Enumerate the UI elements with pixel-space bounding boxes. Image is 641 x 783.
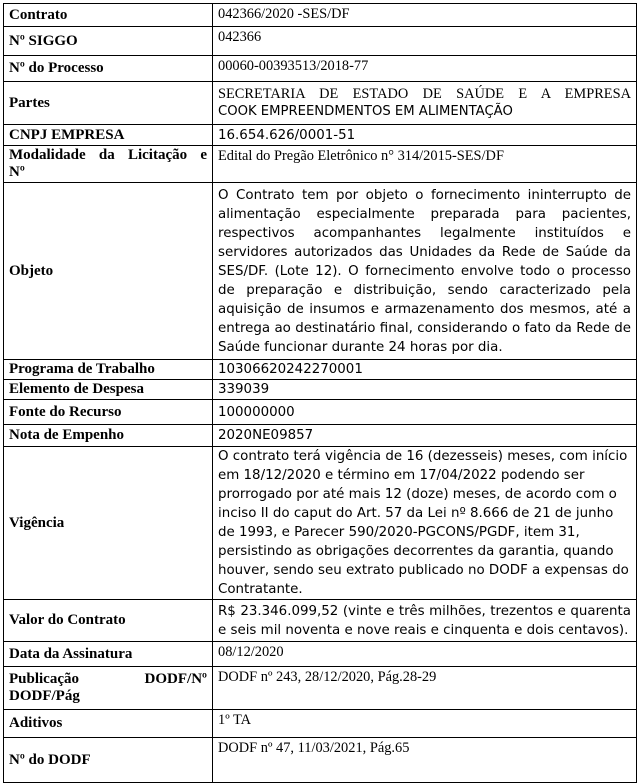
publicacao-label-line-1: Publicação DODF/Nº xyxy=(9,671,207,687)
row-label-empenho: Nota de Empenho xyxy=(4,425,213,447)
row-value-ndodf: DODF nº 47, 11/03/2021, Pág.65 xyxy=(213,738,637,783)
row-label-aditivos: Aditivos xyxy=(4,710,213,738)
row-label-vigencia: Vigência xyxy=(4,447,213,600)
table-row xyxy=(4,600,637,642)
row-value-assinatura: 08/12/2020 xyxy=(213,642,637,667)
table-row xyxy=(4,425,637,447)
publicacao-label-line-2: DODF/Pág xyxy=(9,688,80,704)
table-row xyxy=(4,183,637,360)
row-label-siggo: Nº SIGGO xyxy=(4,27,213,56)
row-value-objeto: O Contrato tem por objeto o fornecimento ininterrupto de alimentação especialmente preparada para pacientes, respectivos acompanhantes legalmente instituídos e servidores autorizados das Unidades da Rede de Saúde da SES/DF. (Lote 12). O fornecimento envolve todo o processo de preparação e distribuição, sendo caracterizado pela aquisição de insumos e armazenamento dos mesmos, até a entrega ao destinatário final, considerando o fato da Rede de Saúde funcionar durante 24 horas por dia. xyxy=(213,183,637,360)
row-value-elemento: 339039 xyxy=(213,380,637,400)
row-label-processo: Nº do Processo xyxy=(4,56,213,82)
row-value-programa: 10306620242270001 xyxy=(213,360,637,380)
table-row xyxy=(4,4,637,27)
row-label-programa: Programa de Trabalho xyxy=(4,360,213,380)
table-row xyxy=(4,27,637,56)
table-row xyxy=(4,400,637,425)
row-value-aditivos: 1º TA xyxy=(213,710,637,738)
row-label-partes: Partes xyxy=(4,82,213,125)
table-row xyxy=(4,56,637,82)
row-value-partes xyxy=(213,82,637,125)
row-value-fonte: 100000000 xyxy=(213,400,637,425)
row-label-cnpj: CNPJ EMPRESA xyxy=(4,125,213,146)
row-label-valor: Valor do Contrato xyxy=(4,600,213,642)
partes-line-1: SECRETARIA DE ESTADO DE SAÚDE E A EMPRESA xyxy=(218,86,631,102)
table-row xyxy=(4,125,637,146)
row-value-valor: R$ 23.346.099,52 (vinte e três milhões, trezentos e quarenta e seis mil noventa e nove reais e cinquenta e dois centavos). xyxy=(213,600,637,642)
row-value-modalidade: Edital do Pregão Eletrônico n° 314/2015-SES/DF xyxy=(213,146,637,183)
table-row xyxy=(4,738,637,783)
row-value-processo: 00060-00393513/2018-77 xyxy=(213,56,637,82)
row-value-publicacao: DODF nº 243, 28/12/2020, Pág.28-29 xyxy=(213,667,637,710)
table-row xyxy=(4,667,637,710)
table-row xyxy=(4,82,637,125)
table-row xyxy=(4,360,637,380)
table-row xyxy=(4,447,637,600)
row-label-ndodf: Nº do DODF xyxy=(4,738,213,783)
row-value-contrato: 042366/2020 -SES/DF xyxy=(213,4,637,27)
row-value-vigencia: O contrato terá vigência de 16 (dezesseis) meses, com início em 18/12/2020 e término em 17/04/2022 podendo ser prorrogado por até mais 12 (doze) meses, de acordo com o inciso II do caput do Art. 57 da Lei nº 8.666 de 21 de junho de 1993, e Parecer 590/2020-PGCONS/PGDF, item 31, persistindo as obrigações decorrentes da garantia, quando houver, sendo seu extrato publicado no DODF a expensas do Contratante. xyxy=(213,447,637,600)
row-value-empenho: 2020NE09857 xyxy=(213,425,637,447)
row-label-publicacao xyxy=(4,667,213,710)
row-label-elemento: Elemento de Despesa xyxy=(4,380,213,400)
row-label-contrato: Contrato xyxy=(4,4,213,27)
row-label-objeto: Objeto xyxy=(4,183,213,360)
table-row xyxy=(4,642,637,667)
table-row xyxy=(4,710,637,738)
table-row xyxy=(4,146,637,183)
modalidade-label-line-1: Modalidade da Licitação e xyxy=(9,147,207,163)
row-label-modalidade xyxy=(4,146,213,183)
row-value-cnpj: 16.654.626/0001-51 xyxy=(213,125,637,146)
row-value-siggo: 042366 xyxy=(213,27,637,56)
row-label-fonte: Fonte do Recurso xyxy=(4,400,213,425)
contract-extract-table xyxy=(3,3,637,783)
row-label-assinatura: Data da Assinatura xyxy=(4,642,213,667)
modalidade-label-line-2: Nº xyxy=(9,164,25,180)
table-row xyxy=(4,380,637,400)
partes-line-2: COOK EMPREENDMENTOS EM ALIMENTAÇÃO xyxy=(218,104,513,119)
